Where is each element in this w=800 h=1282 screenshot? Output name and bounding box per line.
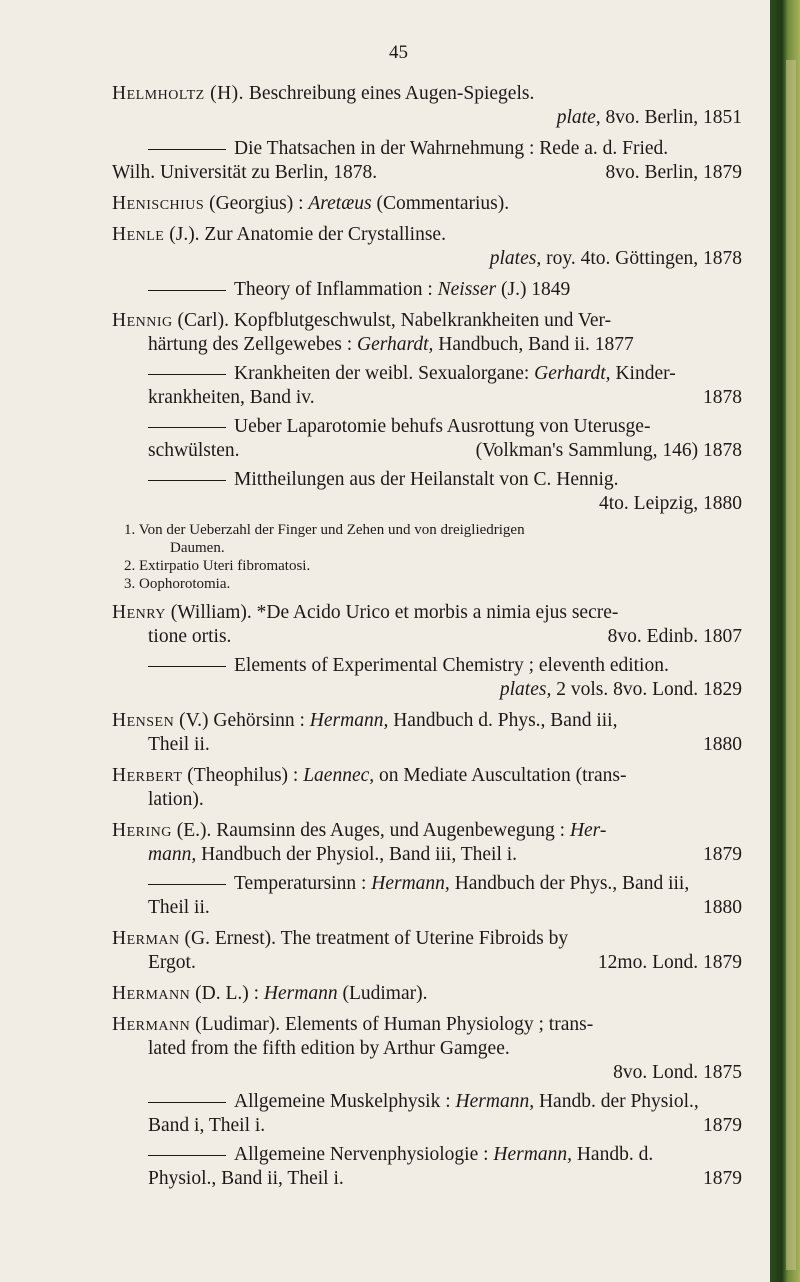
entry-herbert: Herbert (Theophilus) : Laennec, on Mediate Auscultation (trans- lation).: [112, 765, 627, 810]
entry-henry-2: Elements of Experimental Chemistry ; eleventh edition. plates, 2 vols. 8vo. Lond. 1829: [112, 654, 742, 702]
entry-henischius: Henischius (Georgius) : Aretæus (Commentarius).: [112, 193, 510, 214]
entry-hering-1: Hering (E.). Raumsinn des Auges, und Augenbewegung : Her- mann, Handbuch der Physiol., Band iii, Theil i. 1879: [112, 820, 742, 865]
entry-hennig-4: Mittheilungen aus der Heilanstalt von C. Hennig. 4to. Leipzig, 1880: [112, 468, 742, 516]
entry-hermann-muskel: Allgemeine Muskelphysik : Hermann, Handb. der Physiol., Band i, Theil i. 1879: [148, 1091, 742, 1136]
entry-helmholtz-2: Die Thatsachen in der Wahrnehmung : Rede a. d. Fried. Wilh. Universität zu Berlin, 1878. 8vo. Berlin, 1879: [112, 138, 742, 183]
ditto-rule: [148, 374, 226, 375]
entry-helmholtz-1: Helmholtz (H). Beschreibung eines Augen-Spiegels. plate, 8vo. Berlin, 1851: [112, 83, 742, 128]
bibliography-list: [112, 82, 742, 1198]
ditto-rule: [148, 427, 226, 428]
entry-hennig-1: Hennig (Carl). Kopfblutgeschwulst, Nabelkrankheiten und Ver- härtung des Zellgewebes : Gerhardt, Handbuch, Band ii. 1877: [112, 310, 634, 355]
ditto-rule: [148, 290, 226, 291]
entry-henle-1: Henle (J.). Zur Anatomie der Crystallinse. plates, roy. 4to. Göttingen, 1878: [112, 224, 742, 269]
entry-hennig-2: Krankheiten der weibl. Sexualorgane: Gerhardt, Kinder- krankheiten, Band iv. 1878: [148, 363, 742, 408]
entry-hensen: Hensen (V.) Gehörsinn : Hermann, Handbuch d. Phys., Band iii, Theil ii. 1880: [112, 710, 742, 755]
page-edge-highlight: [786, 60, 796, 1270]
footnote-1: 1. Von der Ueberzahl der Finger und Zehen und von dreigliedrigen Daumen.: [124, 522, 525, 556]
entry-henle-2: Theory of Inflammation : Neisser (J.) 1849: [112, 278, 742, 302]
entry-hennig-3: Ueber Laparotomie behufs Ausrottung von Uterusge- schwülsten. (Volkman's Sammlung, 146) 1878: [148, 416, 742, 461]
footnote-3: 3. Oophorotomia.: [124, 576, 231, 592]
entry-henry-1: Henry (William). *De Acido Urico et morbis a nimia ejus secre- tione ortis. 8vo. Edinb. 1807: [112, 602, 742, 647]
entry-hermann-nerven: Allgemeine Nervenphysiologie : Hermann, Handb. d. Physiol., Band ii, Theil i. 1879: [148, 1144, 742, 1189]
ditto-rule: [148, 480, 226, 481]
ditto-rule: [148, 1155, 226, 1156]
ditto-rule: [148, 1102, 226, 1103]
entry-herman: Herman (G. Ernest). The treatment of Uterine Fibroids by Ergot. 12mo. Lond. 1879: [112, 928, 742, 973]
entry-hermann-ludimar: Hermann (Ludimar). Elements of Human Physiology ; trans- lated from the fifth edition by Arthur Gamgee. 8vo. Lond. 1875: [112, 1014, 742, 1083]
ditto-rule: [148, 884, 226, 885]
entry-hering-2: Temperatursinn : Hermann, Handbuch der Phys., Band iii, Theil ii. 1880: [148, 873, 742, 918]
entry-hermann-dl: Hermann (D. L.) : Hermann (Ludimar).: [112, 983, 428, 1004]
ditto-rule: [148, 149, 226, 150]
page-number: 45: [389, 42, 408, 63]
footnote-2: 2. Extirpatio Uteri fibromatosi.: [124, 558, 311, 574]
footnotes: [112, 521, 742, 593]
ditto-rule: [148, 666, 226, 667]
